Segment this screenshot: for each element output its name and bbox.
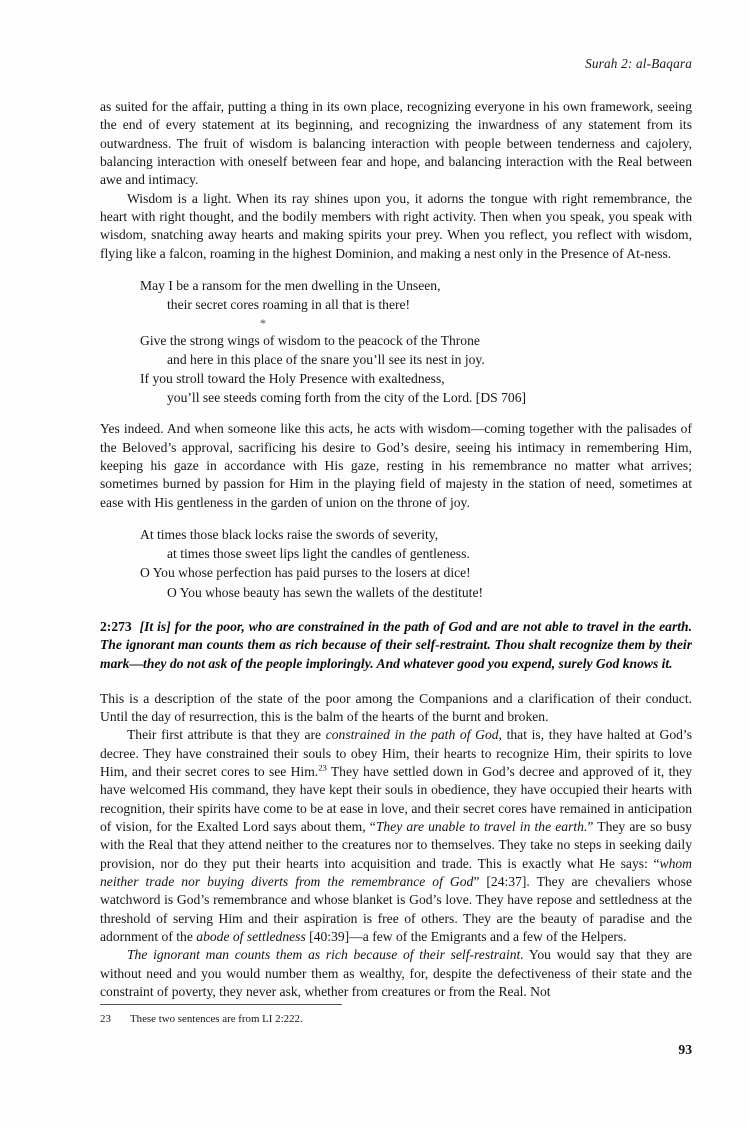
para6-italic1: The ignorant man counts them as rich because of their self-restraint. <box>127 947 524 963</box>
para5-seg3: They have settled down in God’s decree and approved of it, they have welcomed His command, they have kept their souls in obedience, they have occupied their hearts with recognition, their spirits have come to be at ease in love, and their secret cores have remained in anticipation of vision, for the Exalted Lord says about them, “ <box>100 764 692 835</box>
paragraph-3: Yes indeed. And when someone like this acts, he acts with wisdom—coming together with the palisades of the Beloved’s approval, sacrificing his desire to God’s desire, seeing his intimacy in remembering Him, keeping his gaze in accordance with His gaze, resting in his remembrance no matter what arrives; sometimes burned by passion for Him in the playing field of majesty in the station of need, sometimes at ease with His gentleness in the garden of union on the throne of joy. <box>100 421 692 510</box>
verse-separator: * <box>260 315 266 330</box>
para5-seg2: , that is, they have halted at God’s decree. They have constrained their souls to obey Him, their hearts to recognize Him, their spirits to love Him, and their secret cores to see Him. <box>100 727 692 779</box>
paragraph-2: Wisdom is a light. When its ray shines upon you, it adorns the tongue with right remembrance, the heart with right thought, and the bodily members with right activity. Then when you speak, you speak with wisdom, snatching away hearts and making spirits your prey. When you reflect, you reflect with wisdom, flying like a falcon, roaming in the highest Dominion, and making a nest only in the Presence of At-ness. <box>100 190 692 261</box>
spacer <box>100 512 692 525</box>
verse-line: at times those sweet lips light the candles of gentleness. <box>167 546 470 562</box>
verse-line: O You whose beauty has sewn the wallets of the destitute! <box>167 584 484 600</box>
para5-seg6: [40:39]—a few of the Emigrants and a few of the Helpers. <box>305 929 627 945</box>
para5-italic3: whom neither trade nor buying diverts from the remembrance of God <box>100 855 692 890</box>
verse-line: you’ll see steeds coming forth from the city of the Lord. [DS 706] <box>167 390 527 406</box>
page-number: 93 <box>678 1042 692 1057</box>
footnote-text: These two sentences are from LI 2:222. <box>130 1013 303 1025</box>
page-content <box>100 0 692 1127</box>
verse-line: At times those black locks raise the swords of severity, <box>140 527 439 543</box>
verse-line: their secret cores roaming in all that is there! <box>167 297 411 313</box>
citation-text: [It is] for the poor, who are constrained in the path of God and are not able to travel in the earth. The ignorant man counts them as rich because of their self-restraint. Thou shalt recognize them by their mark—they do not ask of the people imploringly. And whatever good you expend, surely God knows it. <box>100 618 693 672</box>
spacer <box>100 674 692 690</box>
verse-block-2 <box>100 525 692 602</box>
running-head: Surah 2: al-Baqara <box>585 56 692 71</box>
para5-seg5: ” [24:37]. They are chevaliers whose watchword is God’s remembrance and whose blanket is God’s love. They have repose and settledness at the threshold of serving Him and their aspiration is free of others. They are the beauty of paradise and the adornment of the <box>100 874 692 945</box>
paragraph-4: This is a description of the state of the poor among the Companions and a clarification of their conduct. Until the day of resurrection, this is the balm of the hearts of the burnt and broken. <box>100 690 692 724</box>
spacer <box>100 602 692 618</box>
paragraph-5 <box>100 726 692 946</box>
quran-citation <box>100 618 692 674</box>
citation-verse-number: 2:273 <box>100 618 132 634</box>
verse-line: and here in this place of the snare you’ll see its nest in joy. <box>167 351 485 367</box>
body-text-block <box>100 98 692 1001</box>
para5-seg1: Their first attribute is that they are <box>127 727 326 743</box>
verse-line: O You whose perfection has paid purses to the losers at dice! <box>140 565 471 581</box>
footnote-number: 23 <box>100 1013 111 1025</box>
para5-italic2: They are unable to travel in the earth. <box>375 819 588 835</box>
spacer <box>100 407 692 420</box>
paragraph-6 <box>100 946 692 1001</box>
footnote-entry <box>100 1012 692 1026</box>
footnote-rule <box>100 1004 342 1005</box>
footnote-zone <box>100 1004 692 1026</box>
para5-seg4: ” They are so busy with the Real that they attend neither to the creatures nor to themselves. They take no steps in seeking daily provision, nor do they put their hearts into acquisition and trade. This is exactly what He says: “ <box>100 819 692 871</box>
verse-line: If you stroll toward the Holy Presence with exaltedness, <box>140 370 445 386</box>
para5-italic4: abode of settledness <box>196 929 306 945</box>
footnote-marker[interactable]: 23 <box>318 762 327 773</box>
verse-line: May I be a ransom for the men dwelling in the Unseen, <box>140 278 441 294</box>
paragraph-1: as suited for the affair, putting a thing in its own place, recognizing everyone in his own framework, seeing the end of every statement at its beginning, and recognizing the inwardness of any statement from its outwardness. The fruit of wisdom is balancing interaction with people between tenderness and cajolery, balancing interaction with oneself between fear and hope, and balancing interaction with the Real between awe and intimacy. <box>100 99 692 188</box>
spacer <box>100 263 692 276</box>
para5-italic1: constrained in the path of God <box>325 727 499 743</box>
verse-line: Give the strong wings of wisdom to the peacock of the Throne <box>140 332 480 348</box>
verse-block-1 <box>100 276 692 407</box>
para6-seg1: You would say that they are without need and you would number them as wealthy, for, despite the defectiveness of their state and the constraint of poverty, they never ask, whether from creatures or from the Real. Not <box>100 947 692 1000</box>
